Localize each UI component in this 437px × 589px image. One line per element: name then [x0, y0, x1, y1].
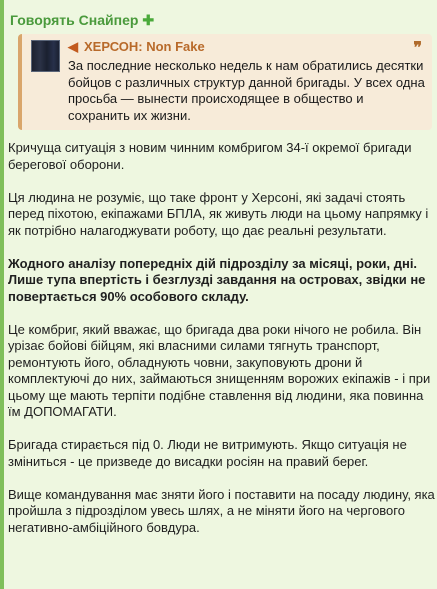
message-text: [8, 140, 436, 553]
quote-icon: ❞: [413, 40, 422, 57]
message-paragraph-bold: Жодного аналізу попередніх дій підрозділу за місяці, роки, дні. Лише тупа впертість і безглузді завдання на островах, звідки не повертається 90% особового складу.: [8, 255, 426, 304]
message-paragraph: Бригада стирається під 0. Люди не витримують. Якщо ситуація не зміниться - це призведе до висадки росіян на правий берег.: [8, 437, 407, 469]
megaphone-icon: ◀: [68, 39, 78, 54]
message-paragraph: Вище командування має зняти його і поставити на посаду людину, яка пройшла з підрозділом увесь шлях, а не міняти його на чергового негативно-амбіційного бовдура.: [8, 486, 435, 535]
message-paragraph: Кричуща ситуація з новим чинним комбригом 34-ї окремої бригади берегової оборони.: [8, 140, 412, 172]
message-paragraph: Ця людина не розуміє, що таке фронт у Херсоні, які задачі стоять перед піхотою, екіпажами БПЛА, як живуть люди на цьому напрямку і як потрібно налагоджувати роботу, що дає реальні результати.: [8, 189, 429, 238]
channel-name-label: Говорять Снайпер: [10, 12, 139, 28]
forwarded-title-label: ХЕРСОН: Non Fake: [84, 39, 205, 54]
forwarded-title: [68, 39, 205, 55]
forwarded-text: За последние несколько недель к нам обратились десятки бойцов с различных структур данной бригады. У всех одна просьба — вынести происходящее в общество и сохранить их жизни.: [68, 58, 425, 123]
message-paragraph: Це комбриг, який вважає, що бригада два роки нічого не робила. Він урізає бойові бійцям, які власними силами тягнуть транспорт, ремонтують його, обладнують човни, закуповують дрони й комплектуючі до них, займаються знищенням ворожих екіпажів - і при цьому ще мають терпіти подібне ставлення від людини, яка повинна їм ДОПОМАГАТИ.: [8, 321, 431, 419]
channel-badge-icon: ✚: [142, 12, 155, 28]
forwarded-message[interactable]: [18, 34, 432, 130]
channel-name[interactable]: [10, 12, 154, 29]
forwarded-thumbnail: [31, 40, 60, 72]
